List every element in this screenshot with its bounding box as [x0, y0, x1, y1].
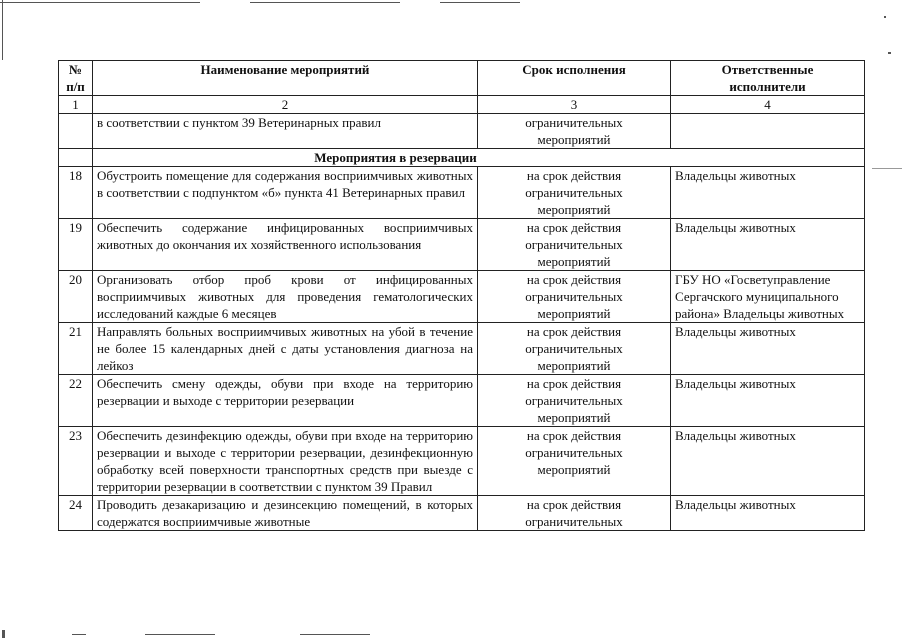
row-number: 22 — [59, 375, 93, 427]
responsible: ГБУ НО «Госветуправление Сергачского муниципального района» Владельцы животных — [671, 271, 865, 323]
responsible: Владельцы животных — [671, 375, 865, 427]
deadline: ограничительных мероприятий — [478, 114, 671, 149]
scan-edge-line-top-right — [440, 2, 520, 3]
section-title: Мероприятия в резервации — [93, 149, 865, 167]
row-number: 23 — [59, 427, 93, 496]
table-row — [59, 375, 865, 427]
table-header-row — [59, 61, 865, 96]
deadline: на срок действия ограничительных мероприятий — [478, 375, 671, 427]
measure-name: Обеспечить смену одежды, обуви при входе на территорию резервации и выходе с территории резервации — [93, 375, 478, 427]
row-number: 21 — [59, 323, 93, 375]
scan-dash-right — [872, 168, 902, 169]
measures-table — [58, 60, 865, 531]
table-row — [59, 167, 865, 219]
scan-edge-line-top-mid — [250, 2, 400, 3]
scan-edge-line-bottom-2 — [145, 634, 215, 635]
row-number: 18 — [59, 167, 93, 219]
table-row — [59, 323, 865, 375]
table-row — [59, 271, 865, 323]
scan-speck-right — [884, 16, 886, 18]
header-deadline: Срок исполнения — [478, 61, 671, 96]
row-number: 24 — [59, 496, 93, 531]
responsible: Владельцы животных — [671, 496, 865, 531]
continuation-row — [59, 114, 865, 149]
measure-name: Обеспечить содержание инфицированных восприимчивых животных до окончания их хозяйственного использования — [93, 219, 478, 271]
column-number: 4 — [671, 96, 865, 114]
measure-name: Проводить дезакаризацию и дезинсекцию помещений, в которых содержатся восприимчивые животные — [93, 496, 478, 531]
row-number: 19 — [59, 219, 93, 271]
deadline: на срок действия ограничительных — [478, 496, 671, 531]
measure-name: Направлять больных восприимчивых животных на убой в течение не более 15 календарных дней с даты установления диагноза на лейкоз — [93, 323, 478, 375]
header-measure-name: Наименование мероприятий — [93, 61, 478, 96]
table-row — [59, 427, 865, 496]
scan-speck-right-2 — [888, 52, 891, 54]
deadline: на срок действия ограничительных мероприятий — [478, 427, 671, 496]
row-number — [59, 114, 93, 149]
header-responsible: Ответственные исполнители — [671, 61, 865, 96]
deadline: на срок действия ограничительных мероприятий — [478, 167, 671, 219]
measure-name: в соответствии с пунктом 39 Ветеринарных правил — [93, 114, 478, 149]
measure-name: Организовать отбор проб крови от инфицированных восприимчивых животных для проведения гематологических исследований каждые 6 месяцев — [93, 271, 478, 323]
measure-name: Обустроить помещение для содержания восприимчивых животных в соответствии с подпунктом «б» пункта 41 Ветеринарных правил — [93, 167, 478, 219]
scan-corner-mark — [2, 630, 5, 638]
table-row — [59, 219, 865, 271]
scan-edge-line-bottom-3 — [300, 634, 370, 635]
measure-name: Обеспечить дезинфекцию одежды, обуви при входе на территорию резервации и выходе с территории резервации, дезинфекционную обработку всей поверхности транспортных средств при выезде с территории резервации в соответствии с пунктом 39 Правил — [93, 427, 478, 496]
responsible — [671, 114, 865, 149]
responsible: Владельцы животных — [671, 427, 865, 496]
column-number: 2 — [93, 96, 478, 114]
column-number: 3 — [478, 96, 671, 114]
scan-edge-line-bottom-1 — [72, 634, 86, 635]
deadline: на срок действия ограничительных мероприятий — [478, 271, 671, 323]
responsible: Владельцы животных — [671, 323, 865, 375]
row-number: 20 — [59, 271, 93, 323]
table-row — [59, 496, 865, 531]
header-number: № п/п — [59, 61, 93, 96]
deadline: на срок действия ограничительных мероприятий — [478, 219, 671, 271]
scan-edge-line-top-left — [0, 2, 200, 3]
column-number-row — [59, 96, 865, 114]
scan-edge-line-left — [2, 0, 3, 60]
responsible: Владельцы животных — [671, 167, 865, 219]
responsible: Владельцы животных — [671, 219, 865, 271]
deadline: на срок действия ограничительных мероприятий — [478, 323, 671, 375]
column-number: 1 — [59, 96, 93, 114]
section-row — [59, 149, 865, 167]
row-number — [59, 149, 93, 167]
